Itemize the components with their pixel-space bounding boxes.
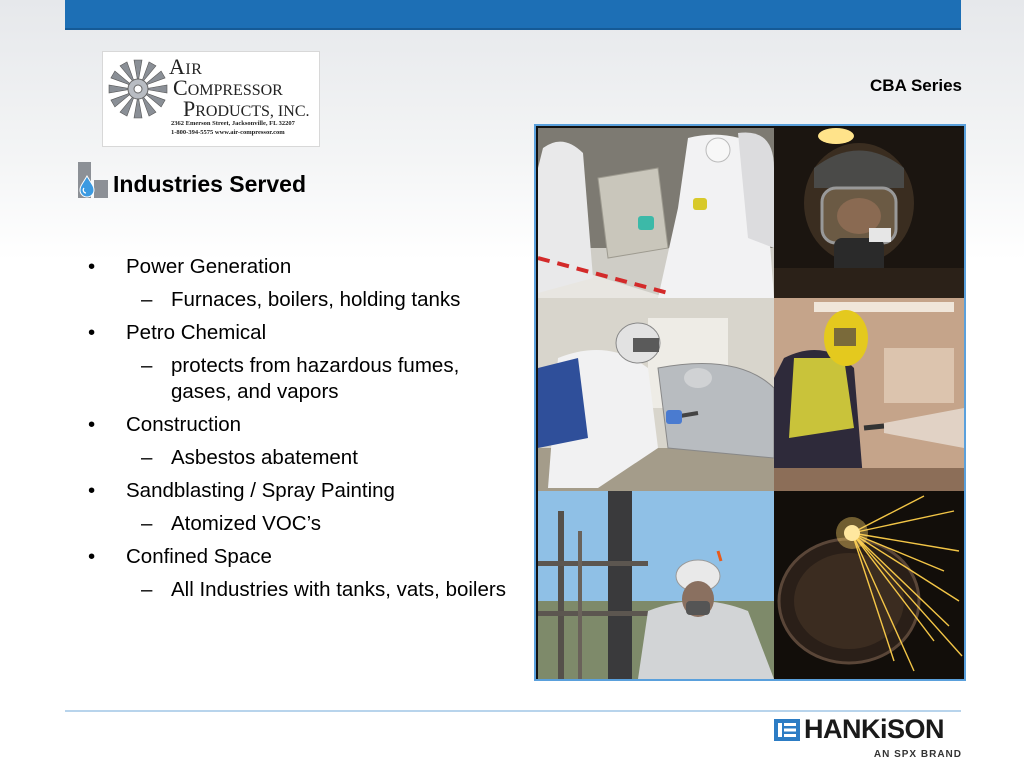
bullet-marker: • [88,545,96,568]
photo-spray-painting [538,298,774,491]
list-sub-item [88,511,508,537]
photo-asbestos-workers [538,128,774,298]
bullet-marker: • [88,255,96,278]
list-item [88,320,508,346]
bullet-marker: • [88,413,96,436]
sub-bullet-text: Asbestos abatement [171,446,358,469]
sub-bullet-text: protects from hazardous fumes, gases, and vapors [171,354,460,403]
photo-confined-space-sparks [774,491,964,679]
hankison-wordmark: HANKiSON [804,714,945,744]
sub-bullet-text: Furnaces, boilers, holding tanks [171,288,461,311]
bullet-text: Sandblasting / Spray Painting [126,479,395,502]
industry-photo-collage [534,124,966,681]
hankison-mark-icon [774,719,800,741]
fan-logo-icon [107,58,169,120]
bullet-text: Construction [126,413,242,436]
air-compressor-products-logo [102,51,320,147]
bullet-marker: • [88,321,96,344]
sub-bullet-text: All Industries with tanks, vats, boilers [171,578,506,601]
footer-divider [65,710,961,712]
bullet-text: Confined Space [126,545,272,568]
water-drop-icon [78,162,108,198]
list-sub-item [88,287,508,313]
slide-title: Industries Served [113,171,307,197]
list-item [88,254,508,280]
spx-brand-tagline: AN SPX BRAND [873,749,962,760]
list-sub-item [88,353,508,405]
logo-text-line-2: COMPRESSOR [173,75,283,100]
bullet-text: Power Generation [126,255,292,278]
photo-refinery-worker [538,491,774,679]
logo-address: 2362 Emerson Street, Jacksonville, FL 32207 [171,120,295,127]
bullet-text: Petro Chemical [126,321,267,344]
list-item [88,478,508,504]
top-accent-bar [65,0,961,30]
logo-contact: 1-800-394-5575 www.air-compressor.com [171,129,285,136]
photo-sandblasting [774,298,964,491]
dash-marker: – [141,512,153,535]
series-label: CBA Series [870,76,962,95]
list-sub-item [88,445,508,471]
bullet-list [88,254,508,610]
dash-marker: – [141,354,153,377]
logo-text-line-3: PRODUCTS, INC. [183,96,310,121]
sub-bullet-text: Atomized VOC’s [171,512,322,535]
dash-marker: – [141,578,153,601]
logo-text-line-1: AIR [169,54,203,79]
list-item [88,412,508,438]
list-sub-item [88,577,508,603]
dash-marker: – [141,446,153,469]
dash-marker: – [141,288,153,311]
photo-respirator-helmet [774,128,964,298]
hankison-logo [774,714,964,744]
bullet-marker: • [88,479,96,502]
list-item [88,544,508,570]
